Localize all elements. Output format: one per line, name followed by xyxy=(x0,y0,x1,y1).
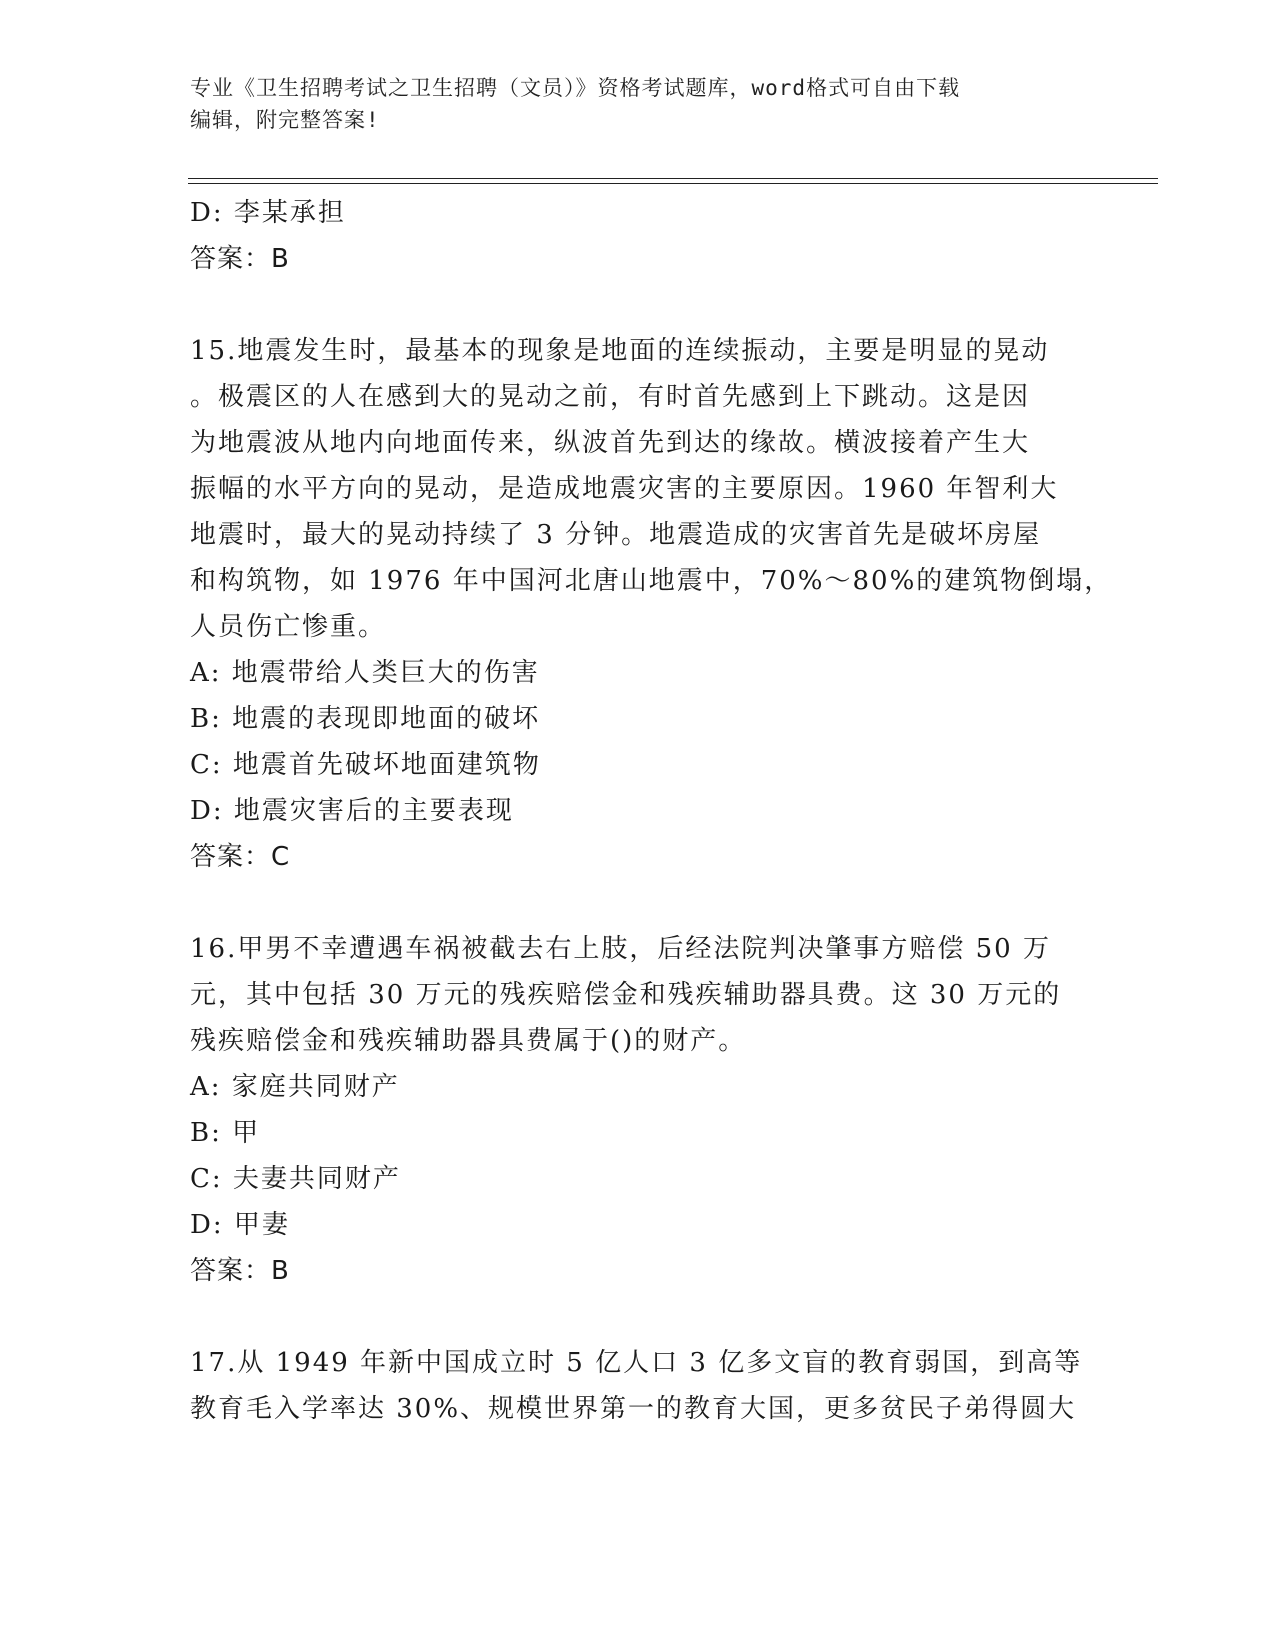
q16-text-line: 16.甲男不幸遭遇车祸被截去右上肢，后经法院判决肇事方赔偿 50 万 xyxy=(190,934,1051,964)
q17-text-line: 17.从 1949 年新中国成立时 5 亿人口 3 亿多文盲的教育弱国，到高等 xyxy=(190,1348,1083,1378)
q15-answer: 答案：C xyxy=(190,842,291,872)
q15-text-line: 人员伤亡惨重。 xyxy=(190,612,387,642)
page-header xyxy=(190,72,1070,136)
q16-text-line: 残疾赔偿金和残疾辅助器具费属于()的财产。 xyxy=(190,1026,747,1056)
q17-text-line: 教育毛入学率达 30%、规模世界第一的教育大国，更多贫民子弟得圆大 xyxy=(190,1394,1077,1424)
q16-text-line: 元，其中包括 30 万元的残疾赔偿金和残疾辅助器具费。这 30 万元的 xyxy=(190,980,1062,1010)
header-rule-bottom xyxy=(188,183,1158,184)
q15-option-b: B: 地震的表现即地面的破坏 xyxy=(190,704,541,734)
q15-text-line: 和构筑物，如 1976 年中国河北唐山地震中，70%～80%的建筑物倒塌， xyxy=(190,566,1113,596)
document-body xyxy=(190,190,1113,1432)
q15-text-line: 为地震波从地内向地面传来，纵波首先到达的缘故。横波接着产生大 xyxy=(190,428,1031,458)
header-line-1: 专业《卫生招聘考试之卫生招聘（文员）》资格考试题库，word格式可自由下载 xyxy=(190,76,961,100)
header-rule-top xyxy=(188,178,1158,179)
spacer xyxy=(190,282,1090,328)
q15-text-line: 振幅的水平方向的晃动，是造成地震灾害的主要原因。1960 年智利大 xyxy=(190,474,1059,504)
q16-option-b: B: 甲 xyxy=(190,1118,261,1148)
q15-text-line: 地震时，最大的晃动持续了 3 分钟。地震造成的灾害首先是破坏房屋 xyxy=(190,520,1042,550)
prev-option-d: D: 李某承担 xyxy=(190,198,346,228)
q15-option-c: C: 地震首先破坏地面建筑物 xyxy=(190,750,541,780)
spacer xyxy=(190,1294,1090,1340)
q15-option-d: D: 地震灾害后的主要表现 xyxy=(190,796,514,826)
q16-answer: 答案：B xyxy=(190,1256,290,1286)
q16-option-a: A: 家庭共同财产 xyxy=(190,1072,400,1102)
q15-text-line: 15.地震发生时，最基本的现象是地面的连续振动，主要是明显的晃动 xyxy=(190,336,1050,366)
q16-option-d: D: 甲妻 xyxy=(190,1210,290,1240)
q15-text-line: 。极震区的人在感到大的晃动之前，有时首先感到上下跳动。这是因 xyxy=(190,382,1031,412)
question-17 xyxy=(190,1340,1090,1432)
q16-option-c: C: 夫妻共同财产 xyxy=(190,1164,401,1194)
question-15 xyxy=(190,328,1113,880)
header-line-2: 编辑，附完整答案! xyxy=(190,108,380,132)
prev-answer: 答案：B xyxy=(190,244,290,274)
question-16 xyxy=(190,926,1090,1294)
q15-option-a: A: 地震带给人类巨大的伤害 xyxy=(190,658,540,688)
spacer xyxy=(190,880,1090,926)
